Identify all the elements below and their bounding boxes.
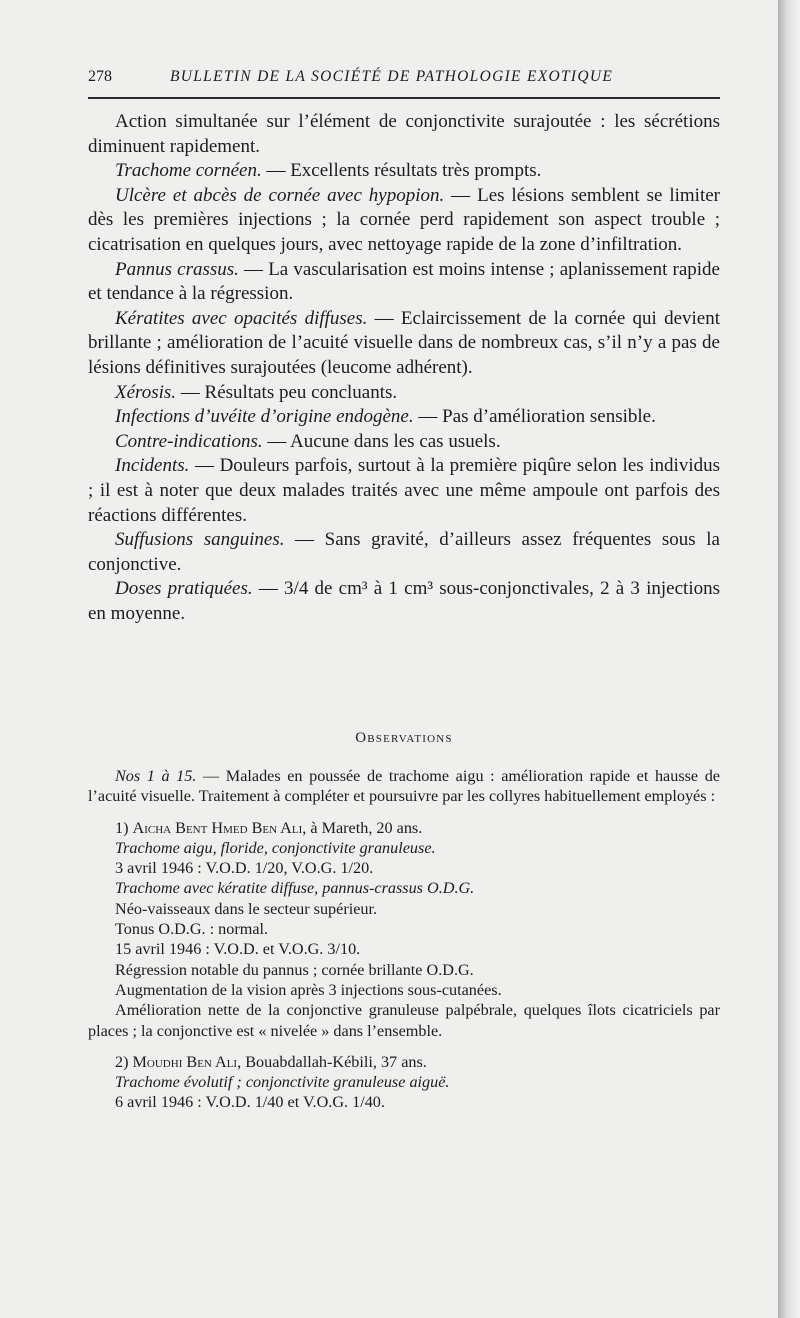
paragraph-label: Contre-indications.: [115, 430, 263, 452]
paragraph: [88, 159, 720, 184]
intro-label: Nos 1 à 15.: [115, 767, 197, 785]
paragraph-text: Action simultanée sur l’élément de conjonctivite surajoutée : les sécrétions diminuent rapidement.: [88, 111, 720, 157]
case-line: Tonus O.D.G. : normal.: [115, 920, 269, 939]
running-header: [88, 66, 720, 88]
case-line: Trachome aigu, floride, conjonctivite granuleuse.: [115, 838, 436, 857]
case-line: Régression notable du pannus ; cornée brillante O.D.G.: [115, 960, 474, 979]
paragraph-text: — Douleurs parfois, surtout à la première piqûre selon les individus ; il est à noter que deux malades traités avec une même ampoule ont parfois des réactions différentes.: [88, 455, 720, 526]
case-heading: [88, 1052, 720, 1072]
case-line: Néo-vaisseaux dans le secteur supérieur.: [115, 899, 378, 918]
case-line: Trachome évolutif ; conjonctivite granuleuse aiguë.: [115, 1073, 450, 1092]
observations-section: [88, 766, 720, 1113]
body-text: [88, 110, 720, 626]
paragraph: [88, 405, 720, 430]
paragraph-label: Xérosis.: [115, 381, 177, 403]
paragraph-label: Suffusions sanguines.: [115, 529, 285, 551]
paragraph-label: Incidents.: [115, 455, 190, 477]
page-edge-shadow: [778, 0, 800, 1318]
paragraph-label: Infections d’uvéite d’origine endogène.: [115, 406, 414, 428]
running-title: BULLETIN DE LA SOCIÉTÉ DE PATHOLOGIE EXOTIQUE: [170, 68, 614, 85]
paragraph: [88, 577, 720, 626]
case-line: Trachome avec kératite diffuse, pannus-crassus O.D.G.: [115, 879, 475, 898]
paragraph: [88, 258, 720, 307]
paragraph-text: — La vascularisation est moins intense ; aplanissement rapide et tendance à la régression.: [88, 258, 720, 305]
case-line: 6 avril 1946 : V.O.D. 1/40 et V.O.G. 1/40.: [115, 1093, 385, 1112]
header-rule: [88, 97, 720, 99]
paragraph-label: Trachome cornéen.: [115, 160, 262, 182]
paragraph-text: — Pas d’amélioration sensible.: [413, 406, 656, 428]
case-number: 1): [115, 818, 133, 837]
case-line: Augmentation de la vision après 3 injections sous-cutanées.: [115, 980, 502, 999]
case-line: 15 avril 1946 : V.O.D. et V.O.G. 3/10.: [115, 940, 361, 959]
case-number: 2): [115, 1052, 133, 1071]
patient-name: Aicha Bent Hmed Ben Ali: [132, 818, 303, 837]
paragraph: [88, 110, 720, 159]
paragraph-text: — Eclaircissement de la cornée qui devient brillante ; amélioration de l’acuité visuelle dans de nombreux cas, s’il n’y a pas de lésions définitives surajoutées (leucome adhérent).: [88, 307, 720, 378]
case-heading-rest: , Bouabdallah-Kébili, 37 ans.: [237, 1052, 427, 1071]
page-number: 278: [88, 68, 112, 85]
paragraph: [88, 528, 720, 577]
case-final: Amélioration nette de la conjonctive granuleuse palpébrale, quelques îlots cicatriciels par places ; la conjonctive est « nivelée » dans l’ensemble.: [88, 1001, 720, 1040]
intro-text: — Malades en poussée de trachome aigu : amélioration rapide et hausse de l’acuité visuelle. Traitement à compléter et poursuivre par les collyres habituellement employés :: [88, 767, 720, 806]
case-heading: [88, 818, 720, 838]
paragraph-label: Kératites avec opacités diffuses.: [115, 307, 368, 329]
paragraph-text: — Sans gravité, d’ailleurs assez fréquentes sous la conjonctive.: [88, 529, 720, 575]
paragraph: [88, 430, 720, 455]
paragraph-text: — Excellents résultats très prompts.: [261, 160, 542, 182]
paragraph: [88, 381, 720, 406]
paragraph-text: — Aucune dans les cas usuels.: [262, 430, 501, 452]
paragraph-text: — Résultats peu concluants.: [176, 381, 398, 403]
case-line: 3 avril 1946 : V.O.D. 1/20, V.O.G. 1/20.: [115, 859, 374, 878]
paragraph: [88, 454, 720, 528]
paragraph: [88, 307, 720, 381]
paragraph-label: Doses pratiquées.: [115, 578, 253, 600]
paragraph-label: Ulcère et abcès de cornée avec hypopion.: [115, 184, 445, 206]
paragraph-label: Pannus crassus.: [115, 258, 239, 280]
case-heading-rest: , à Mareth, 20 ans.: [302, 818, 423, 837]
paragraph-text: — Les lésions semblent se limiter dès les premières injections ; la cornée perd rapidement son aspect trouble ; cicatrisation en quelques jours, avec nettoyage rapide de la zone d’infiltration.: [88, 184, 720, 255]
patient-name: Moudhi Ben Ali: [132, 1052, 238, 1071]
paragraph-text: — 3/4 de cm³ à 1 cm³ sous-conjonctivales, 2 à 3 injections en moyenne.: [88, 578, 720, 624]
observations-intro: [88, 766, 720, 807]
paragraph: [88, 184, 720, 258]
section-title-observations: Observations: [355, 730, 453, 746]
